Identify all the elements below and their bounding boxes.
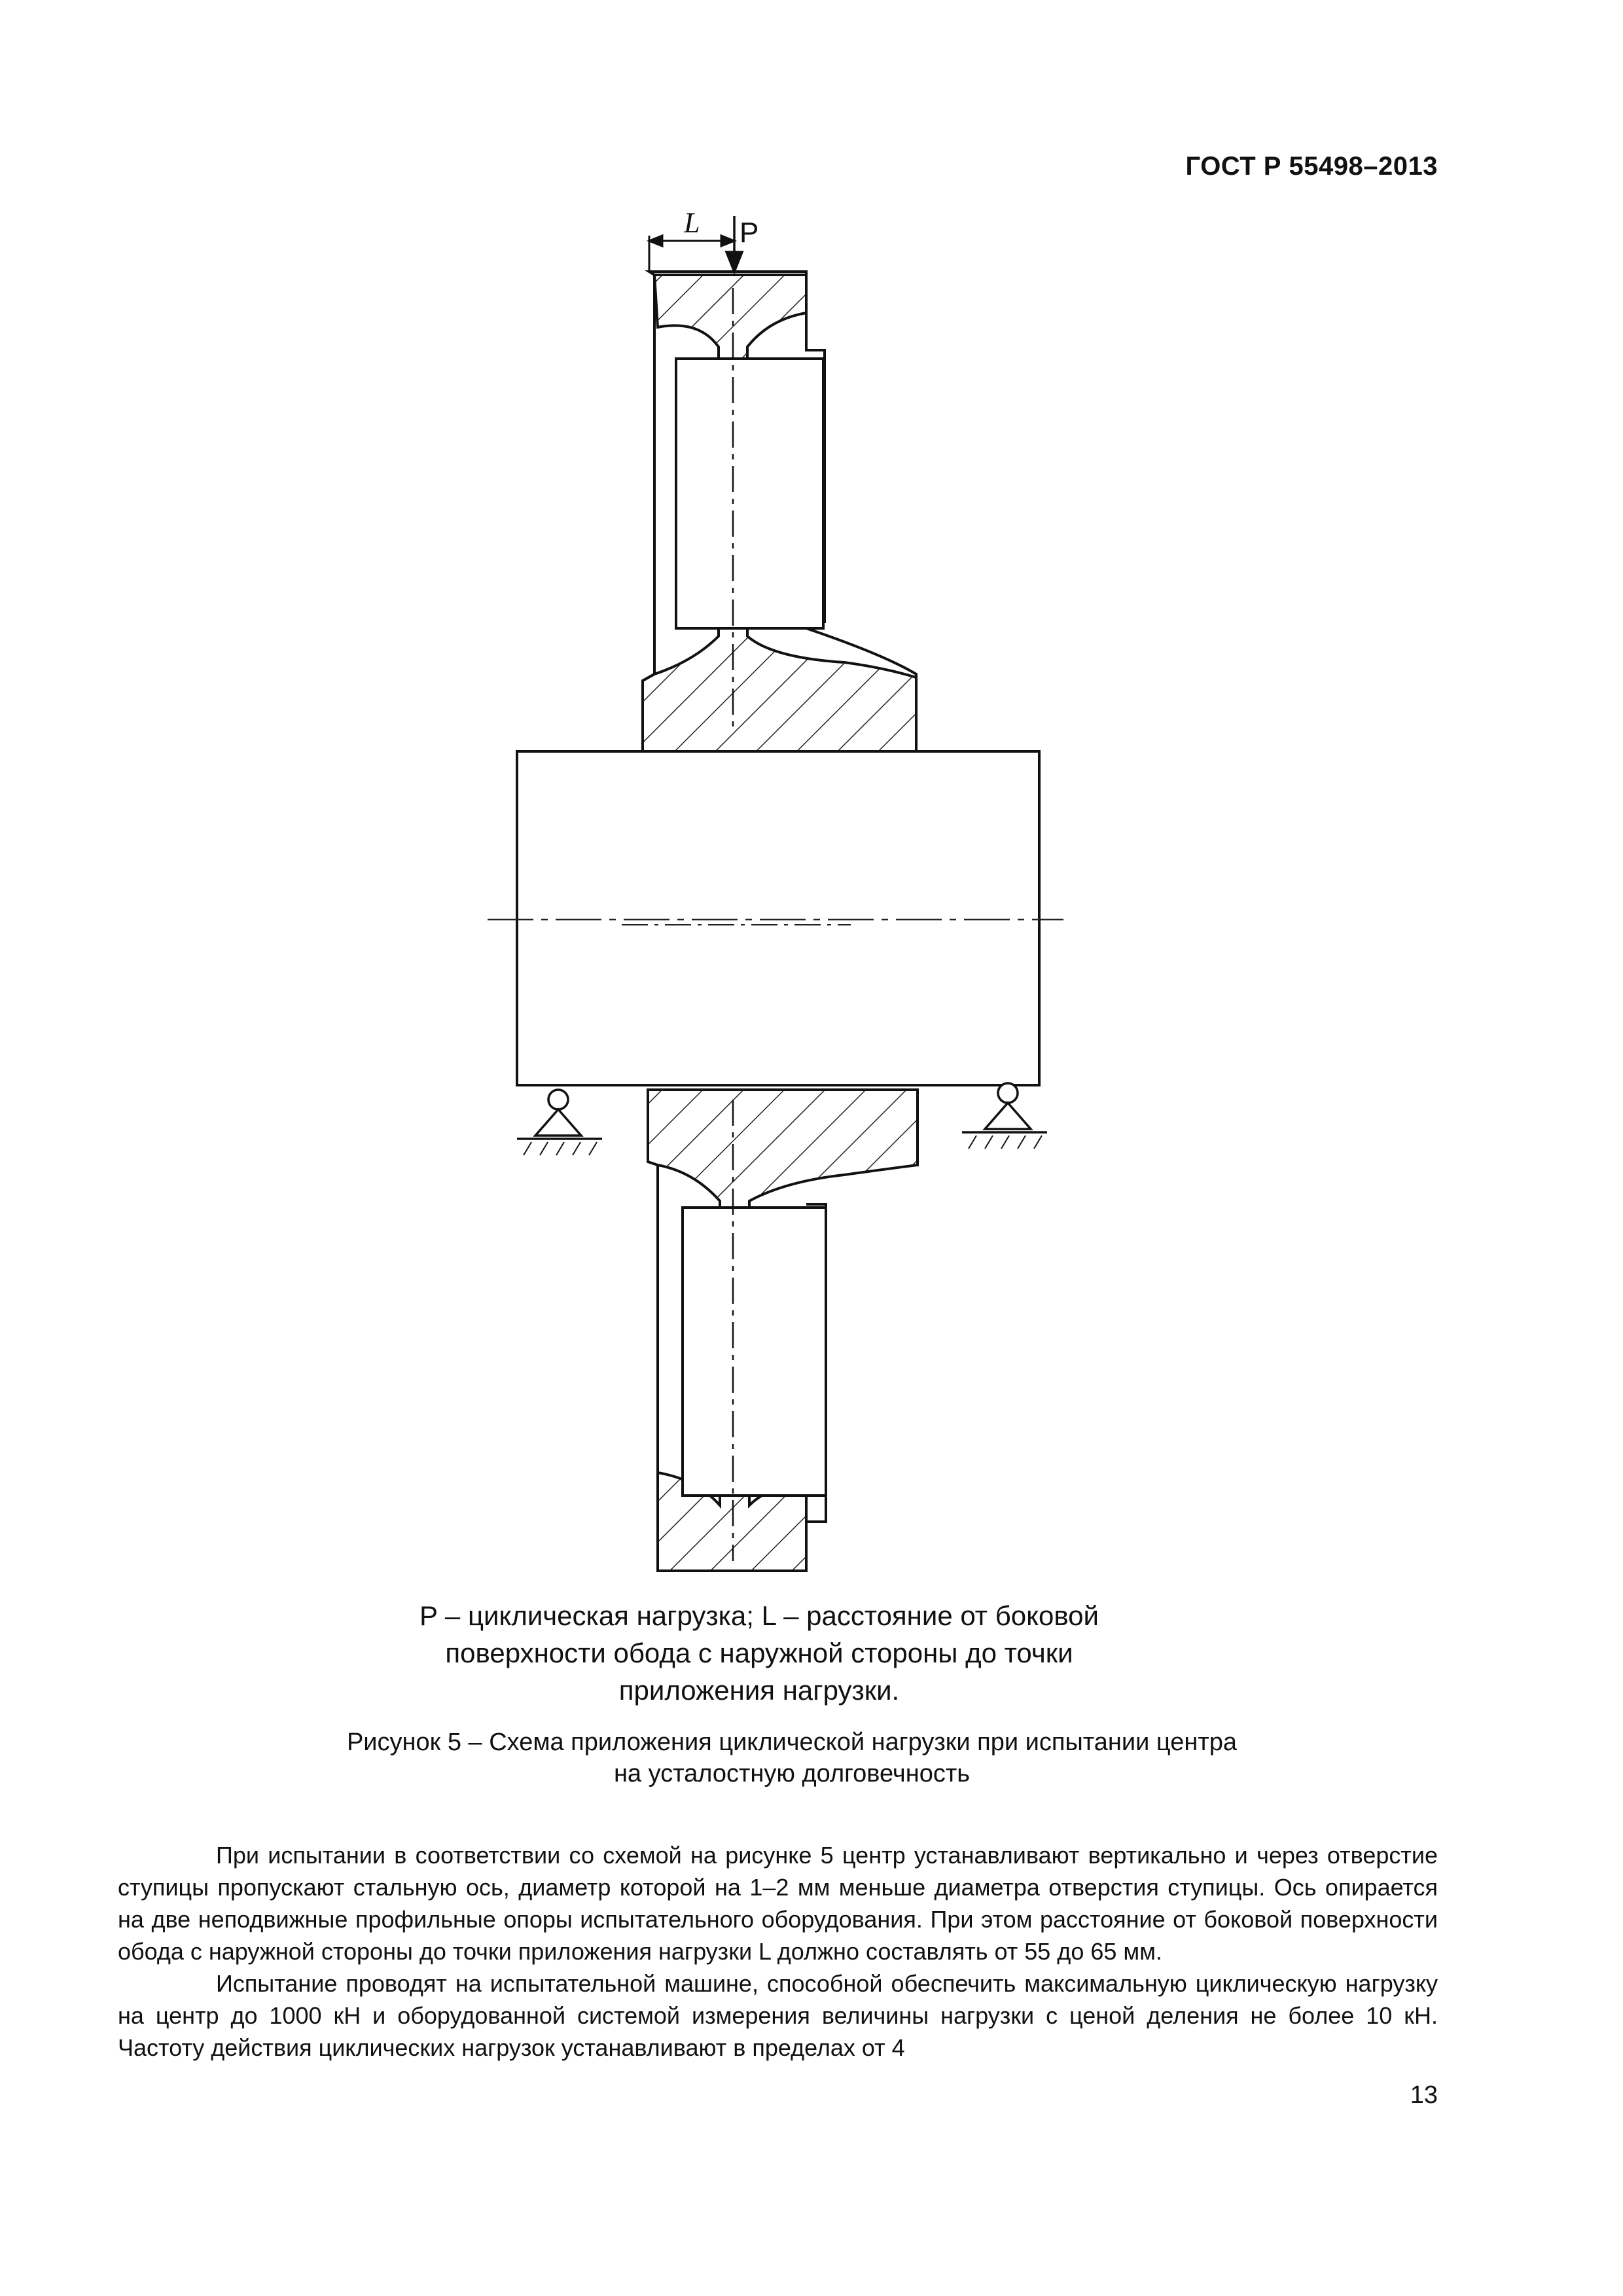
- standard-header: ГОСТ Р 55498–2013: [1185, 152, 1438, 181]
- axle: [488, 751, 1063, 1085]
- legend-line: приложения нагрузки.: [618, 1675, 900, 1706]
- page-number: 13: [1410, 2081, 1438, 2109]
- figure-caption: [196, 1727, 1387, 1789]
- paragraph: Испытание проводят на испытательной машине, способной обеспечить максимальную циклическую нагрузку на центр до 1000 кН и оборудованной системой измерения величины нагрузки с ценой деления не более 10 кН. Частоту действия циклических нагрузок устанавливают в пределах от 4: [118, 1970, 1438, 2061]
- figure-legend: [288, 1597, 1230, 1709]
- dimension-L: [649, 236, 734, 272]
- left-support-icon: [517, 1090, 602, 1155]
- caption-line: на усталостную долговечность: [613, 1760, 971, 1787]
- right-support-icon: [962, 1083, 1047, 1149]
- label-P: P: [740, 217, 759, 249]
- body-text: [118, 1839, 1438, 2064]
- paragraph: При испытании в соответствии со схемой на рисунке 5 центр устанавливают вертикально и через отверстие ступицы пропускают стальную ось, диаметр которой на 1–2 мм меньше диаметра отверстия ступицы. Ось опирается на две неподвижные профильные опоры испытательного оборудования. При этом расстояние от боковой поверхности обода с наружной стороны до точки приложения нагрузки L должно составлять от 55 до 65 мм.: [118, 1842, 1438, 1965]
- legend-line: поверхности обода с наружной стороны до точки: [445, 1638, 1073, 1668]
- upper-wheel-section: [643, 272, 916, 753]
- lower-wheel-section: [648, 1090, 918, 1571]
- legend-line: P – циклическая нагрузка; L – расстояние от боковой: [419, 1600, 1099, 1631]
- caption-line: Рисунок 5 – Схема приложения циклической нагрузки при испытании центра: [346, 1729, 1238, 1756]
- label-L: L: [684, 207, 700, 239]
